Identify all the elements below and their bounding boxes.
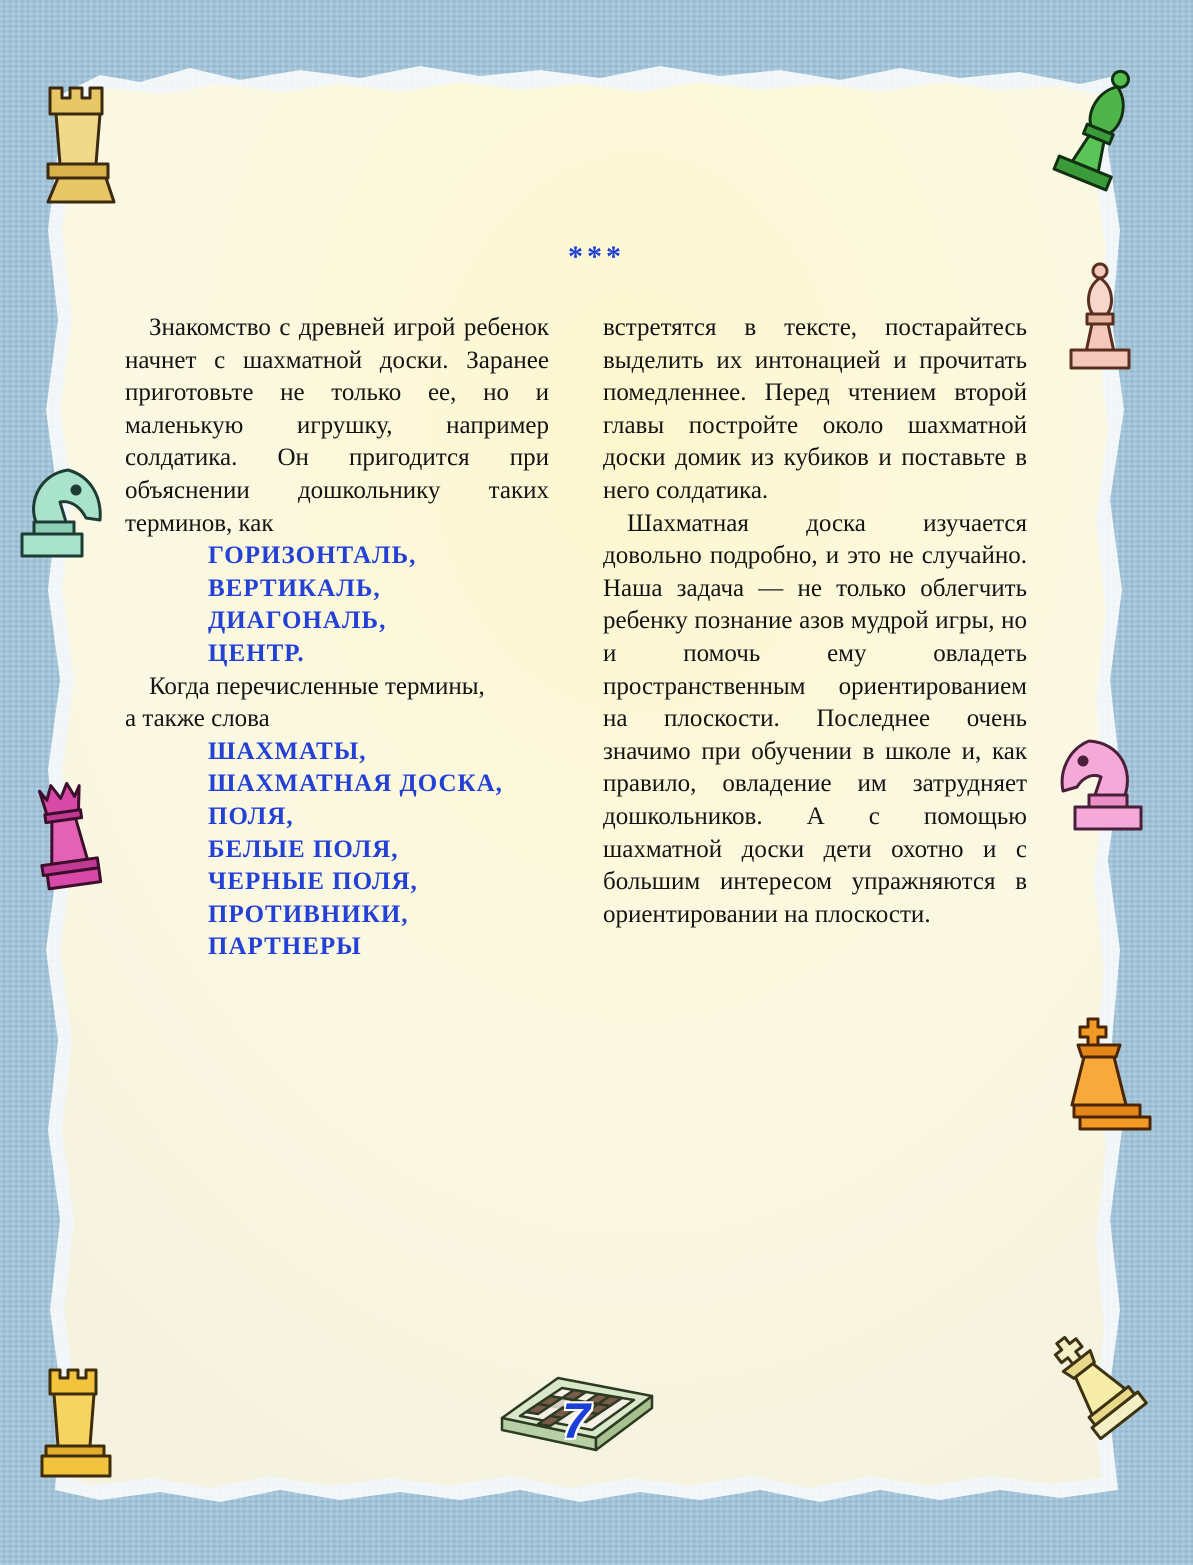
- term-item: ПАРТНЕРЫ: [208, 933, 362, 961]
- right-column: [603, 312, 1027, 931]
- rook-icon: [36, 1362, 116, 1484]
- term-item: ЧЕРНЫЕ ПОЛЯ,: [208, 868, 418, 896]
- paragraph-line: а также слова: [125, 705, 270, 733]
- bishop-icon: [1050, 65, 1146, 200]
- term-list-words: [125, 736, 549, 964]
- term-item: БЕЛЫЕ ПОЛЯ,: [208, 835, 399, 863]
- king-icon: [1040, 1328, 1152, 1440]
- section-ornament: ***: [568, 240, 625, 273]
- intro-paragraph: Знакомство с древней игрой ребенок начнет с шахматной доски. Заранее приготовьте не только ее, но и маленькую игрушку, например солдатика. Он пригодится при объяснении дошкольнику таких терминов, как: [125, 314, 549, 537]
- knight-icon: [1055, 735, 1150, 839]
- term-item: ЦЕНТР.: [208, 639, 305, 667]
- left-column: [125, 312, 549, 964]
- term-item: ПРОТИВНИКИ,: [208, 900, 409, 928]
- board-study-paragraph: Шахматная доска изучается довольно подробно, и это не случайно. Наша задача — не только облегчить ребенку познание азов мудрой игры, но и помочь ему овладеть пространственным ориентированием на плоскости. Последнее очень значимо при обучении в школе и, как правило, овладение им затрудняет дошкольников. А с помощью шахматной доски дети охотно и с большим интересом упражняются в ориентировании на плоскости.: [603, 509, 1027, 928]
- term-list-board: [125, 540, 549, 670]
- term-item: ГОРИЗОНТАЛЬ,: [208, 542, 417, 570]
- term-item: ШАХМАТЫ,: [208, 737, 367, 765]
- term-item: ПОЛЯ,: [208, 802, 294, 830]
- page-number: 7: [562, 1393, 590, 1449]
- paragraph-line: Когда перечисленные термины,: [149, 672, 485, 700]
- term-item: ШАХМАТНАЯ ДОСКА,: [208, 770, 503, 798]
- continuation-paragraph: встретятся в тексте, постарайтесь выделить их интонацией и прочитать помедленнее. Перед чтением второй главы постройте около шахматной доски домик из кубиков и поставьте в него солдатика.: [603, 314, 1027, 504]
- pawn-icon: [1065, 262, 1135, 374]
- king-icon: [1060, 1015, 1156, 1135]
- queen-icon: [28, 778, 104, 893]
- term-item: ВЕРТИКАЛЬ,: [208, 574, 381, 602]
- rook-icon: [38, 80, 122, 208]
- knight-icon: [14, 462, 106, 570]
- term-item: ДИАГОНАЛЬ,: [208, 607, 387, 635]
